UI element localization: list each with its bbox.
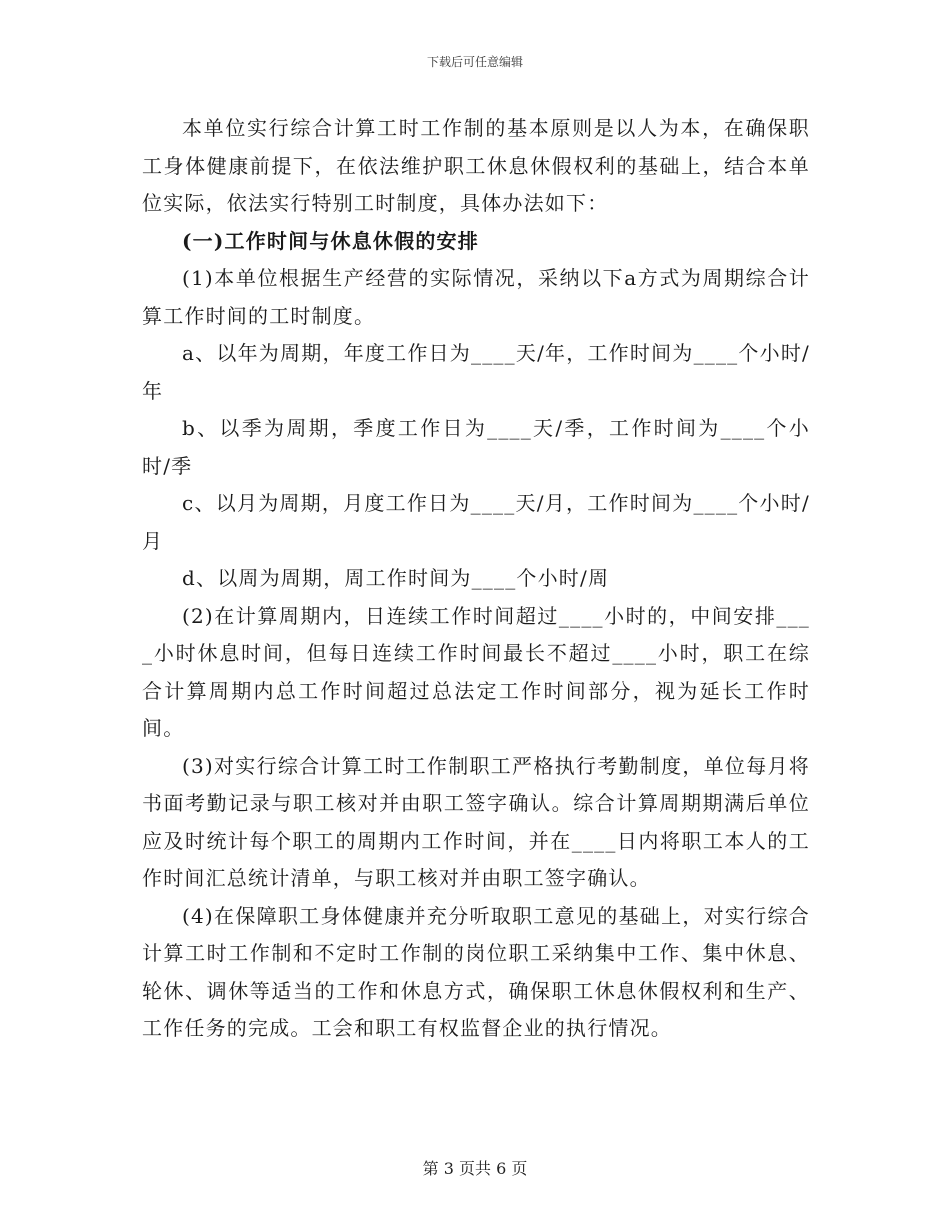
- option-d: d、以周为周期，周工作时间为____个小时/周: [182, 566, 610, 590]
- intro-paragraph: 本单位实行综合计算工时工作制的基本原则是以人为本，在确保职工身体健康前提下，在依法维护职工休息休假权利的基础上，结合本单位实际，依法实行特别工时制度，具体办法如下：: [142, 116, 810, 215]
- clause-3: (3)对实行综合计算工时工作制职工严格执行考勤制度，单位每月将书面考勤记录与职工核对并由职工签字确认。综合计算周期期满后单位应及时统计每个职工的周期内工作时间，并在____日内将职工本人的工作时间汇总统计清单，与职工核对并由职工签字确认。: [142, 753, 810, 890]
- page-header: 下载后可任意编辑: [426, 55, 523, 69]
- option-b: b、以季为周期，季度工作日为____天/季，工作时间为____个小时/季: [142, 416, 810, 478]
- clause-1: (1)本单位根据生产经营的实际情况，采纳以下a方式为周期综合计算工作时间的工时制度。: [142, 266, 810, 328]
- page-footer: 第 3 页共 6 页: [422, 1159, 528, 1178]
- document-body: [142, 110, 810, 1048]
- clause-4: (4)在保障职工身体健康并充分听取职工意见的基础上，对实行综合计算工时工作制和不定时工作制的岗位职工采纳集中工作、集中休息、轮休、调休等适当的工作和休息方式，确保职工休息休假权利和生产、工作任务的完成。工会和职工有权监督企业的执行情况。: [142, 903, 810, 1040]
- clause-2: (2)在计算周期内，日连续工作时间超过____小时的，中间安排____小时休息时间，但每日连续工作时间最长不超过____小时，职工在综合计算周期内总工作时间超过总法定工作时间部分，视为延长工作时间。: [142, 603, 810, 740]
- option-a: a、以年为周期，年度工作日为____天/年，工作时间为____个小时/年: [142, 341, 810, 403]
- section-heading: (一)工作时间与休息休假的安排: [182, 228, 479, 253]
- option-c: c、以月为周期，月度工作日为____天/月，工作时间为____个小时/月: [142, 491, 810, 553]
